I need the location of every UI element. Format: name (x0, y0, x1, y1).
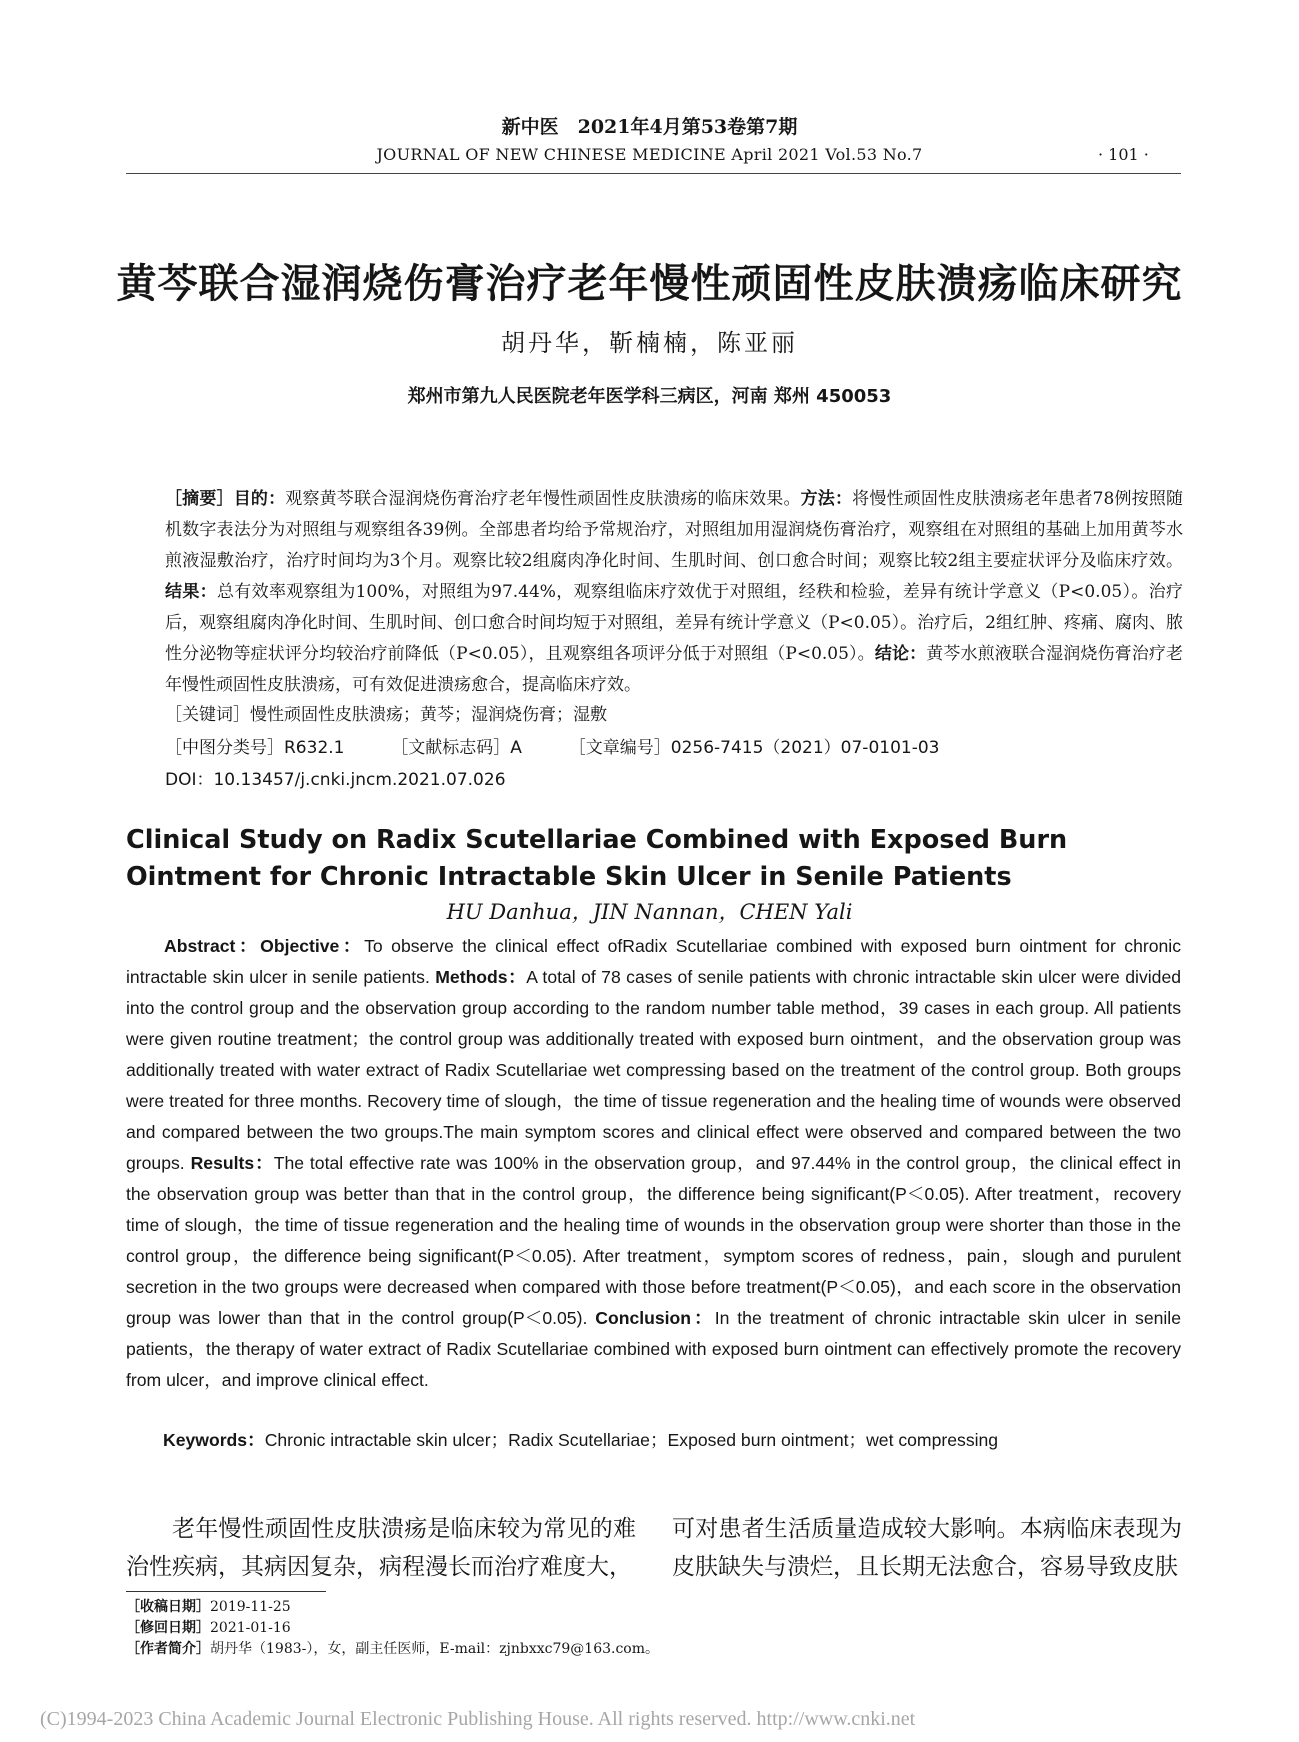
article-no-label: ［文章编号］ (568, 738, 671, 758)
classification-line (165, 733, 939, 758)
keywords-cn-text: 慢性顽固性皮肤溃疡；黄芩；湿润烧伤膏；湿敷 (250, 705, 607, 725)
clc-value: R632.1 (284, 738, 345, 758)
results-en: The total effective rate was 100% in the observation group，and 97.44% in the control group，the clinical effect in the observation group was better than that in the control group，the difference being significant(P＜0.05). After treatment，recovery time of slough，the time of tissue regeneration and the healing time of wounds in the observation group were shorter than those in the control group，the difference being significant(P＜0.05). After treatment，symptom scores of redness，pain，slough and purulent secretion in the two groups were decreased when compared with those before treatment(P＜0.05)，and each score in the observation group was lower than that in the control group(P＜0.05). (126, 1153, 1181, 1328)
conclusion-en: In the treatment of chronic intractable skin ulcer in senile patients，the therapy of water extract of Radix Scutellariae combined with exposed burn ointment can effectively promote the recovery from ulcer，and improve clinical effect. (126, 1308, 1182, 1390)
body-column-left: 老年慢性顽固性皮肤溃疡是临床较为常见的难治性疾病，其病因复杂，病程漫长而治疗难度大， (126, 1516, 636, 1580)
article-no-value: 0256-7415（2021）07-0101-03 (670, 738, 940, 758)
footnote-received-label: ［收稿日期］ (126, 1599, 210, 1615)
keywords-en-label: Keywords： (163, 1430, 265, 1450)
abstract-en (126, 931, 1181, 1396)
copyright-footer: (C)1994-2023 China Academic Journal Electronic Publishing House. All rights reserved. http://www.cnki.net (40, 1708, 916, 1730)
keywords-cn (165, 700, 607, 725)
footnote-revised-text: 2021-01-16 (210, 1620, 291, 1636)
journal-header-en: JOURNAL OF NEW CHINESE MEDICINE April 2021 Vol.53 No.7 (376, 145, 923, 164)
clc-label: ［中图分类号］ (165, 738, 284, 758)
footnote-author (126, 1638, 659, 1658)
affiliation-cn: 郑州市第九人民医院老年医学科三病区，河南 郑州 450053 (407, 386, 892, 407)
methods-cn: 将慢性顽固性皮肤溃疡老年患者78例按照随机数字表法分为对照组与观察组各39例。全部患者均给予常规治疗，对照组加用湿润烧伤膏治疗，观察组在对照组的基础上加用黄芩水煎液湿敷治疗，治疗时间均为3个月。观察比较2组腐肉净化时间、生肌时间、创口愈合时间；观察比较2组主要症状评分及临床疗效。 (165, 489, 1184, 571)
keywords-en (163, 1427, 998, 1452)
doc-code-label: ［文献标志码］ (391, 738, 511, 758)
footnote-revised-label: ［修回日期］ (126, 1620, 210, 1636)
methods-en: A total of 78 cases of senile patients with chronic intractable skin ulcer were divided into the control group and the observation group according to the random number table method，39 cases in each group. All patients were given routine treatment；the control group was additionally treated with exposed burn ointment，and the observation group was additionally treated with water extract of Radix Scutellariae wet compressing based on the treatment of the control group. Both groups were treated for three months. Recovery time of slough，the time of tissue regeneration and the healing time of wounds were observed and compared between the two groups.The main symptom scores and clinical effect were observed and compared between the two groups. (126, 967, 1182, 1173)
footnote-author-label: ［作者简介］ (126, 1641, 210, 1657)
results-cn: 总有效率观察组为100%，对照组为97.44%，观察组临床疗效优于对照组，经秩和检验，差异有统计学意义（P<0.05）。治疗后，观察组腐肉净化时间、生肌时间、创口愈合时间均短于对照组，差异有统计学意义（P<0.05）。治疗后，2组红肿、疼痛、腐肉、脓性分泌物等症状评分均较治疗前降低（P<0.05），且观察组各项评分低于对照组（P<0.05）。 (165, 582, 1183, 664)
methods-en-label: Methods： (435, 967, 527, 987)
abstract-en-label: Abstract： (164, 936, 261, 956)
authors-cn: 胡丹华，靳楠楠，陈亚丽 (501, 329, 798, 357)
abstract-cn (165, 484, 1183, 701)
article-title-en: Clinical Study on Radix Scutellariae Combined with Exposed Burn Ointment for Chronic Intractable Skin Ulcer in Senile Patients (126, 825, 1068, 892)
footnote-received (126, 1596, 291, 1616)
footnote-received-text: 2019-11-25 (210, 1599, 291, 1615)
footnote-rule (126, 1591, 326, 1592)
authors-en: HU Danhua，JIN Nannan，CHEN Yali (446, 900, 853, 924)
keywords-en-text: Chronic intractable skin ulcer；Radix Scutellariae；Exposed burn ointment；wet compressing (264, 1430, 999, 1450)
abstract-cn-label: ［摘要］ (165, 489, 234, 509)
doi: DOI：10.13457/j.cnki.jncm.2021.07.026 (165, 770, 506, 790)
objective-en-label: Objective： (260, 936, 365, 956)
conclusion-cn-label: 结论： (874, 644, 927, 664)
conclusion-cn: 黄芩水煎液联合湿润烧伤膏治疗老年慢性顽固性皮肤溃疡，可有效促进溃疡愈合，提高临床疗效。 (165, 644, 1183, 695)
header-rule (126, 173, 1181, 174)
objective-cn-label: 目的： (233, 489, 286, 509)
footnote-revised (126, 1617, 291, 1637)
objective-cn: 观察黄芩联合湿润烧伤膏治疗老年慢性顽固性皮肤溃疡的临床效果。 (285, 489, 801, 509)
keywords-cn-label: ［关键词］ (165, 705, 250, 725)
footnote-author-text: 胡丹华（1983-），女，副主任医师，E-mail：zjnbxxc79@163.com。 (210, 1641, 660, 1657)
methods-cn-label: 方法： (800, 489, 853, 509)
page-number: · 101 · (1098, 145, 1149, 164)
conclusion-en-label: Conclusion： (595, 1308, 715, 1328)
article-title-cn: 黄芩联合湿润烧伤膏治疗老年慢性顽固性皮肤溃疡临床研究 (116, 260, 1183, 307)
objective-en: To observe the clinical effect ofRadix Scutellariae combined with exposed burn ointment for chronic intractable skin ulcer in senile patients. (126, 936, 1181, 987)
results-cn-label: 结果： (165, 582, 217, 602)
results-en-label: Results： (190, 1153, 274, 1173)
body-column-right: 可对患者生活质量造成较大影响。本病临床表现为皮肤缺失与溃烂，且长期无法愈合，容易导致皮肤 (672, 1516, 1182, 1580)
journal-header-cn: 新中医 2021年4月第53卷第7期 (501, 116, 798, 138)
doc-code-value: A (510, 738, 522, 758)
